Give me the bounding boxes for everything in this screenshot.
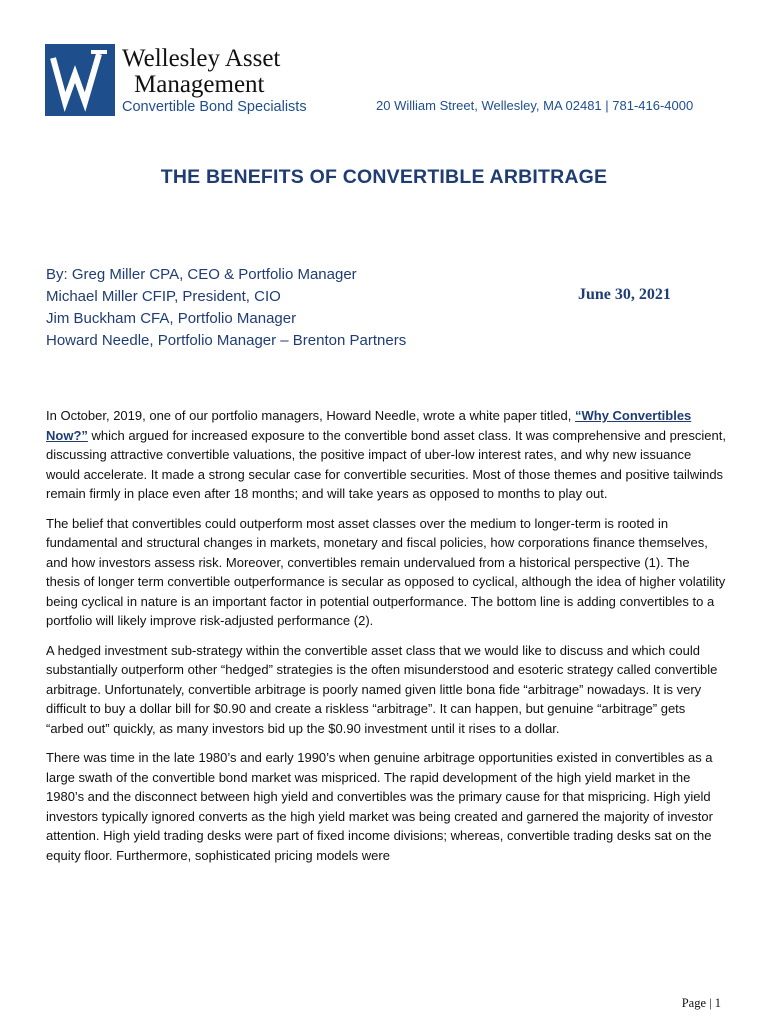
brand-name bbox=[122, 46, 280, 98]
page-number: Page | 1 bbox=[681, 996, 721, 1010]
paragraph: The belief that convertibles could outperform most asset classes over the medium to longer-term is rooted in fundamental and structural changes in markets, monetary and fiscal policies, how corporations finance themselves, and how investors assess risk. Moreover, convertibles remain undervalued from a historical perspective (1). The thesis of longer term convertible outperformance is secular as opposed to cyclical, although the idea of higher volatility being cyclical in nature is an important factor in potential outperformance. The bottom line is adding convertibles to a portfolio will likely improve risk-adjusted performance (2). bbox=[46, 515, 726, 628]
document-date: June 30, 2021 bbox=[578, 286, 671, 303]
paragraph: There was time in the late 1980’s and early 1990’s when genuine arbitrage opportunities existed in convertibles as a large swath of the convertible bond market was mispriced. The rapid development of the high yield market in the 1980’s and the disconnect between high yield and convertibles was the primary cause for that mispricing. High yield investors typically ignored converts as the high yield market was being created and garnered the majority of investor attention. High yield trading desks were part of fixed income divisions; whereas, convertible trading desks sat on the equity floor. Furthermore, sophisticated pricing models were bbox=[46, 750, 713, 863]
author-line: By: Greg Miller CPA, CEO & Portfolio Manager bbox=[46, 266, 357, 283]
company-address: 20 William Street, Wellesley, MA 02481 | 781-416-4000 bbox=[376, 98, 694, 113]
author-line: Howard Needle, Portfolio Manager – Brenton Partners bbox=[46, 332, 407, 349]
document-title: THE BENEFITS OF CONVERTIBLE ARBITRAGE bbox=[160, 166, 608, 188]
body-text bbox=[46, 406, 726, 875]
why-convertibles-now-link[interactable]: “Why Convertibles Now?” bbox=[46, 408, 692, 443]
author-list bbox=[46, 264, 406, 352]
author-line: Michael Miller CFIP, President, CIO bbox=[46, 288, 281, 305]
author-line: Jim Buckham CFA, Portfolio Manager bbox=[46, 310, 297, 327]
paragraph bbox=[46, 406, 726, 504]
brand-name-line2: Management bbox=[134, 71, 265, 98]
company-logo bbox=[45, 44, 115, 116]
brand-name-line1: Wellesley Asset bbox=[122, 45, 281, 72]
paragraph-text: In October, 2019, one of our portfolio managers, Howard Needle, wrote a white paper titled, bbox=[46, 408, 575, 423]
w-monogram-icon bbox=[45, 44, 115, 116]
paragraph: A hedged investment sub-strategy within the convertible asset class that we would like to discuss and which could substantially outperform other “hedged” strategies is the often misunderstood and esoteric strategy called convertible arbitrage. Unfortunately, convertible arbitrage is poorly named given little bona fide “arbitrage” nowadays. It is very difficult to buy a dollar bill for $0.90 and create a riskless “arbitrage”. It can happen, but genuine “arbitrage” gets “arbed out” quickly, as many investors bid up the $0.90 investment until it rises to a dollar. bbox=[46, 642, 718, 736]
paragraph-text: which argued for increased exposure to the convertible bond asset class. It was comprehensive and prescient, discussing attractive convertible valuations, the positive impact of uber-low interest rates, and why new issuance would accelerate. It made a strong secular case for convertible securities. Most of those themes and positive tailwinds remain firmly in place even after 18 months; and will take years as opposed to months to play out. bbox=[46, 427, 726, 501]
brand-tagline: Convertible Bond Specialists bbox=[122, 99, 307, 115]
